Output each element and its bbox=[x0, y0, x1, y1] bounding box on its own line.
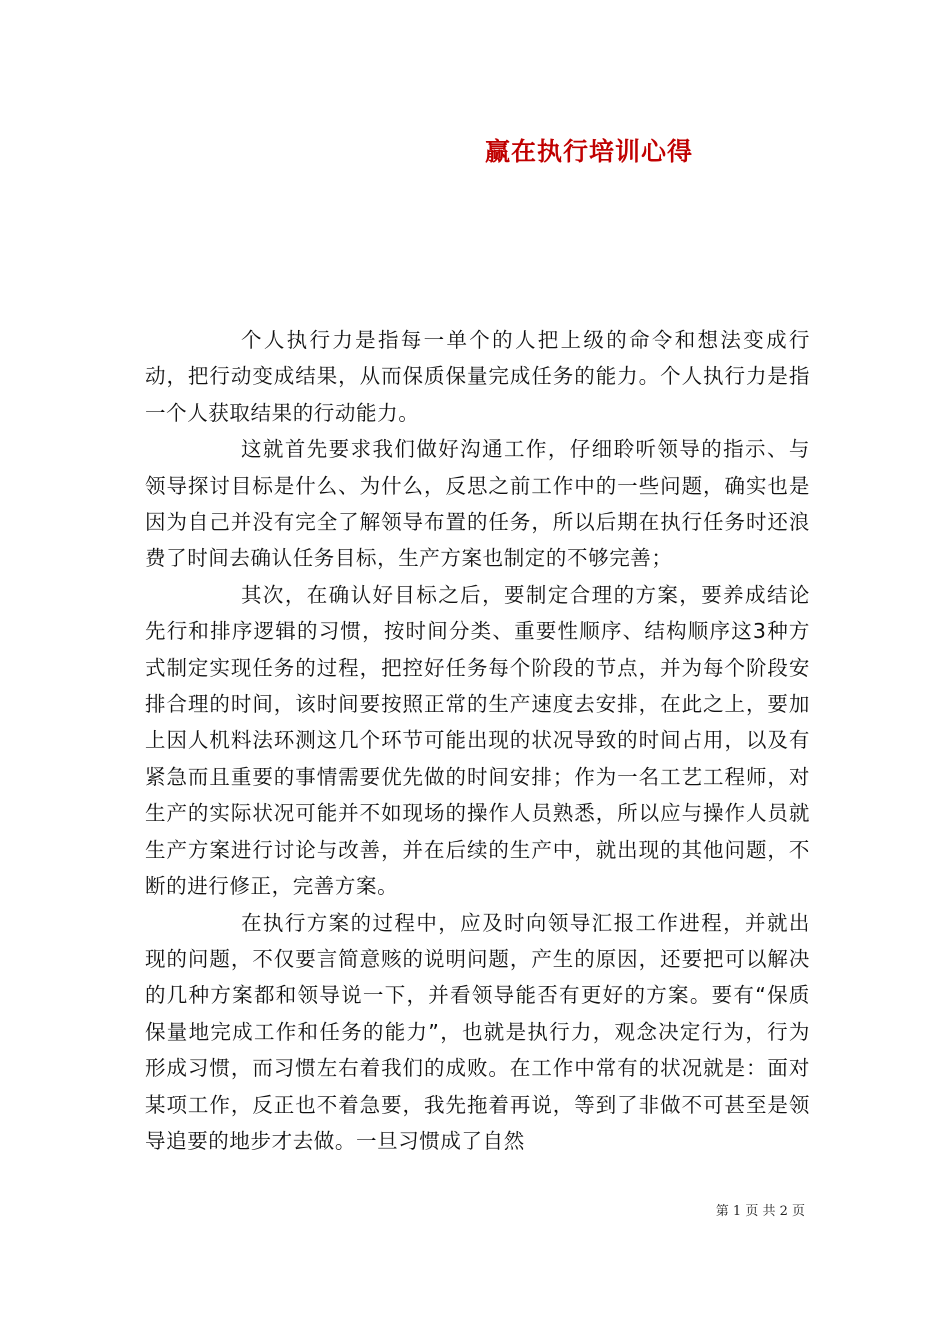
paragraph-4: 在执行方案的过程中，应及时向领导汇报工作进程，并就出现的问题，不仅要言简意赅的说明问题，产生的原因，还要把可以解决的几种方案都和领导说一下，并看领导能否有更好的方案。要有“保质保量地完成工作和任务的能力”，也就是执行力，观念决定行为，行为形成习惯，而习惯左右着我们的成败。在工作中常有的状况就是：面对某项工作，反正也不着急要，我先拖着再说，等到了非做不可甚至是领导追要的地步才去做。一旦习惯成了自然 bbox=[145, 910, 810, 1153]
page-number: 第 1 页 共 2 页 bbox=[715, 1204, 805, 1219]
paragraph-1: 个人执行力是指每一单个的人把上级的命令和想法变成行动，把行动变成结果，从而保质保量完成任务的能力。个人执行力是指一个人获取结果的行动能力。 bbox=[145, 328, 810, 425]
paragraph-3: 其次，在确认好目标之后，要制定合理的方案，要养成结论先行和排序逻辑的习惯，按时间分类、重要性顺序、结构顺序这3种方式制定实现任务的过程，把控好任务每个阶段的节点，并为每个阶段安排合理的时间，该时间要按照正常的生产速度去安排，在此之上，要加上因人机料法环测这几个环节可能出现的状况导致的时间占用，以及有紧急而且重要的事情需要优先做的时间安排；作为一名工艺工程师，对生产的实际状况可能并不如现场的操作人员熟悉，所以应与操作人员就生产方案进行讨论与改善，并在后续的生产中，就出现的其他问题，不断的进行修正，完善方案。 bbox=[145, 582, 810, 899]
document-body bbox=[145, 322, 810, 1159]
paragraph-2: 这就首先要求我们做好沟通工作，仔细聆听领导的指示、与领导探讨目标是什么、为什么，反思之前工作中的一些问题，确实也是因为自己并没有完全了解领导布置的任务，所以后期在执行任务时还浪费了时间去确认任务目标，生产方案也制定的不够完善； bbox=[145, 437, 810, 571]
document-title: 赢在执行培训心得 bbox=[484, 137, 693, 166]
